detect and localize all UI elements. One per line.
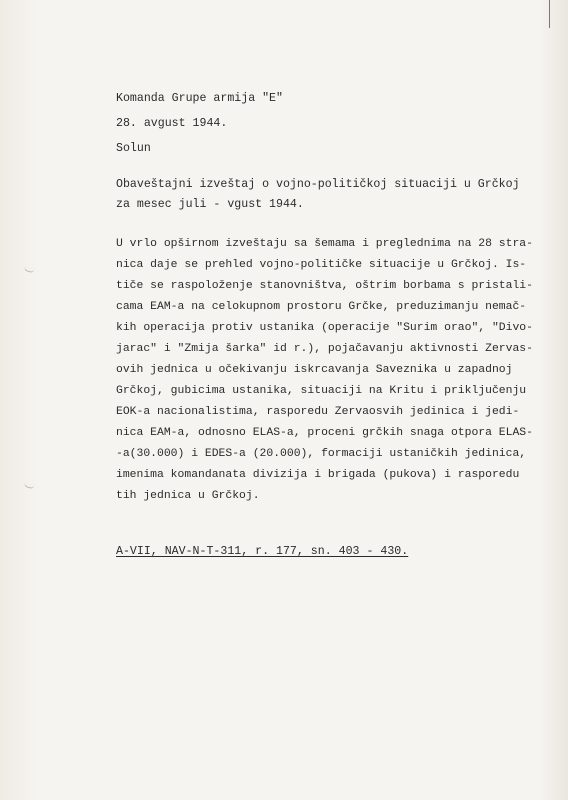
body-line: EOK-a nacionalistima, rasporedu Zervaosvih jedinica i jedi- — [116, 406, 520, 418]
title-line: za mesec juli - vgust 1944. — [116, 198, 304, 211]
header-date: 28. avgust 1944. — [116, 117, 228, 130]
body-line: -a(30.000) i EDES-a (20.000), formaciji ustaničkih jedinica, — [116, 448, 527, 460]
punch-mark — [24, 267, 35, 274]
header-command: Komanda Grupe armija "E" — [116, 92, 283, 105]
body-line: kih operacija protiv ustanika (operacije "Surim orao", "Divo- — [116, 322, 533, 334]
body-line: tiče se raspoloženje stanovništva, oštrim borbama s pristali- — [116, 280, 533, 292]
title-line: Obaveštajni izveštaj o vojno-političkoj situaciji u Grčkoj — [116, 178, 520, 191]
body-line: ovih jednica u očekivanju iskrcavanja Saveznika u zapadnoj — [116, 364, 513, 376]
body-line: U vrlo opširnom izveštaju sa šemama i preglednima na 28 stra- — [116, 238, 533, 250]
body-line: tih jednica u Grčkoj. — [116, 490, 260, 502]
body-line: Grčkoj, gubicima ustanika, situaciji na Kritu i priključenju — [116, 385, 527, 397]
page-edge-line — [549, 0, 550, 28]
body-line: imenima komandanata divizija i brigada (pukova) i rasporedu — [116, 469, 520, 481]
body-line: nica daje se prehled vojno-političke situacije u Grčkoj. Is- — [116, 259, 527, 271]
body-line: nica EAM-a, odnosno ELAS-a, proceni grčkih snaga otpora ELAS- — [116, 427, 533, 439]
source-reference: A-VII, NAV-N-T-311, r. 177, sn. 403 - 430. — [116, 545, 409, 558]
body-line: cama EAM-a na celokupnom prostoru Grčke, preduzimanju nemač- — [116, 301, 527, 313]
body-line: jarac" i "Zmija šarka" id r.), pojačavanju aktivnosti Zervas- — [116, 343, 533, 355]
header-place: Solun — [116, 142, 151, 155]
punch-mark — [24, 483, 35, 490]
